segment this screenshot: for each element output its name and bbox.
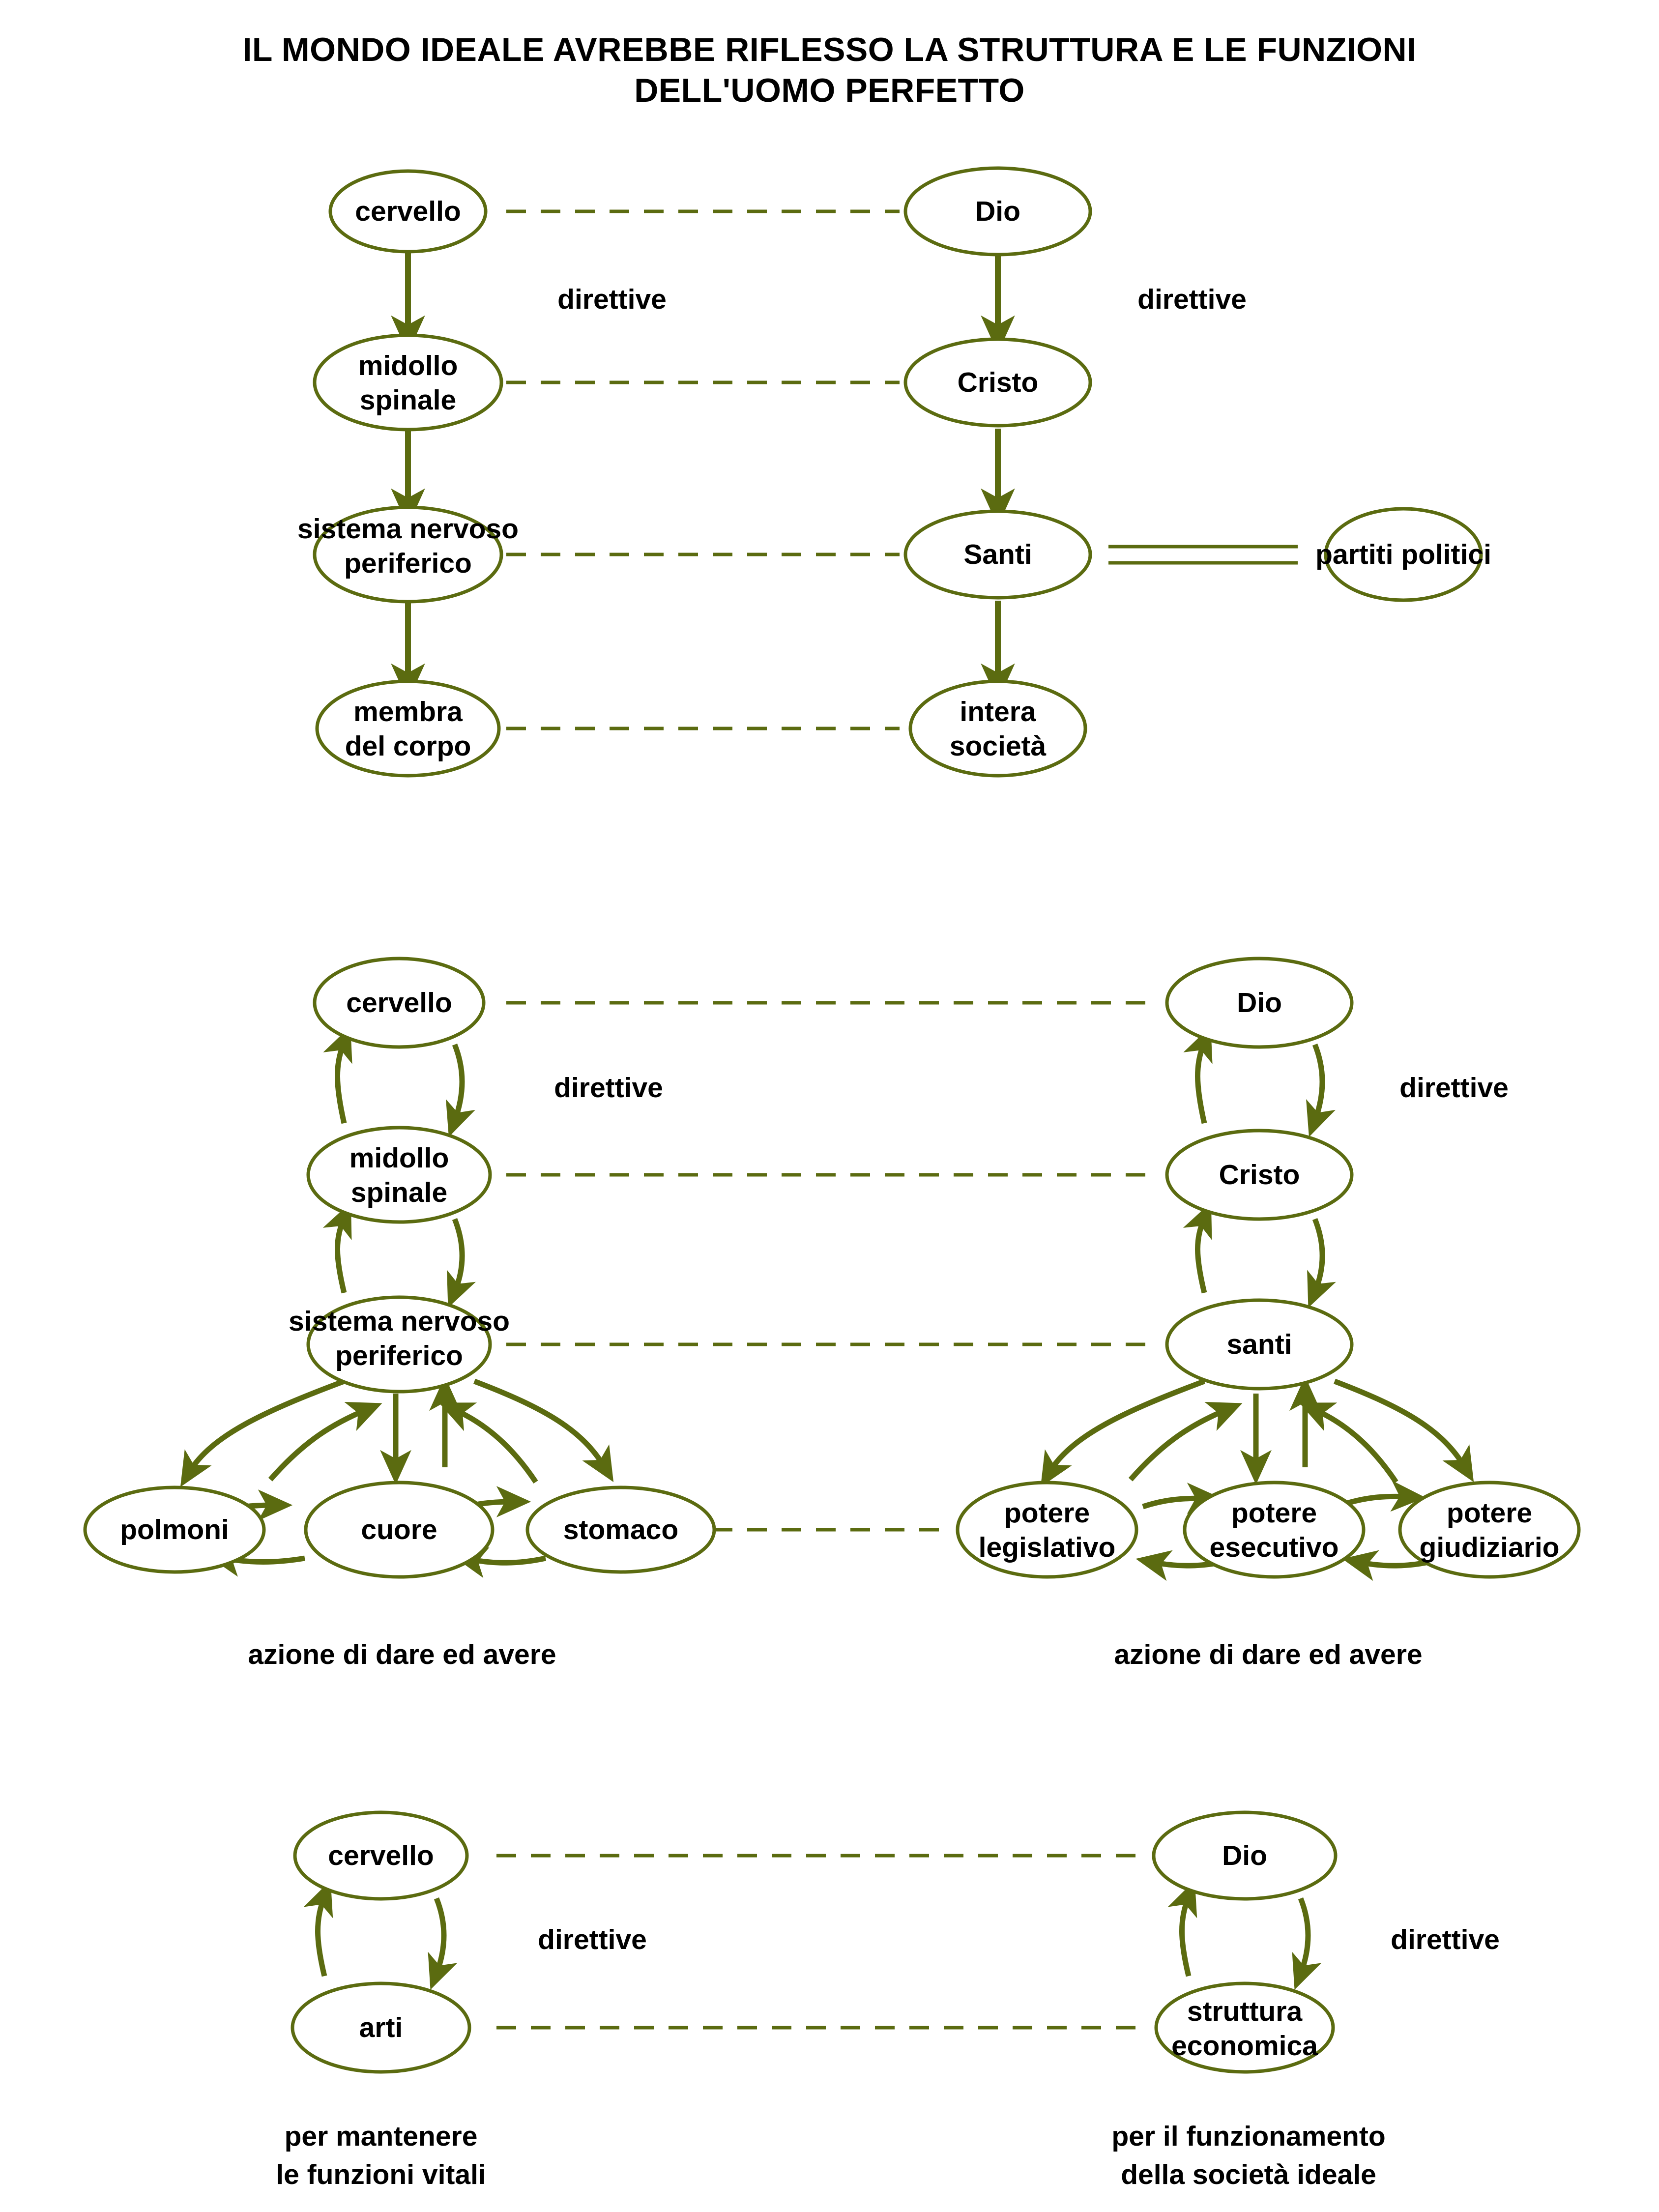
arrow-stomaco-cuore-2 — [469, 1558, 546, 1563]
arrow-sistema-midollo-up-2 — [338, 1218, 345, 1293]
node-santi-2-label: santi — [1226, 1329, 1292, 1361]
caption-right-line1-3: per il funzionamento — [1111, 2121, 1386, 2152]
node-partiti-politici-label: partiti politici — [1315, 539, 1491, 571]
node-potere-esecutivo-label-line2: esecutivo — [1209, 1532, 1339, 1564]
node-dio-3-label: Dio — [1222, 1840, 1267, 1872]
node-cristo-1-label: Cristo — [957, 367, 1039, 399]
node-struttura-economica-label-line2: economica — [1171, 2030, 1318, 2062]
node-cuore-label: cuore — [361, 1514, 437, 1546]
node-midollo-2-label-line2: spinale — [350, 1177, 448, 1209]
arrow-midollo-sistema-down-2 — [455, 1219, 462, 1292]
arrow-sistema-polmoni-2 — [189, 1381, 344, 1472]
arrow-stomaco-sistema-2 — [455, 1410, 536, 1482]
arrow-dio-struttura-down-3 — [1301, 1898, 1308, 1974]
label-direttive-left-3: direttive — [538, 1924, 647, 1955]
node-arti-label: arti — [359, 2012, 403, 2044]
caption-azione-left: azione di dare ed avere — [248, 1639, 556, 1670]
caption-right-line2-3: della società ideale — [1121, 2159, 1376, 2190]
node-intera-societa-1-label-line2: società — [949, 730, 1047, 762]
label-direttive-left-2: direttive — [554, 1072, 663, 1104]
arrow-giudiziario-santi-2 — [1315, 1410, 1396, 1482]
label-direttive-right-3: direttive — [1391, 1924, 1500, 1955]
node-stomaco-label: stomaco — [563, 1514, 679, 1546]
arrow-arti-cervello-up-3 — [318, 1896, 325, 1976]
arrow-cervello-arti-down-3 — [437, 1898, 444, 1974]
node-potere-esecutivo-label-line1: potere — [1231, 1497, 1317, 1529]
node-midollo-1-label-line1: midollo — [358, 350, 458, 382]
node-cervello-2-label: cervello — [346, 987, 452, 1019]
caption-azione-right: azione di dare ed avere — [1114, 1639, 1423, 1670]
title-line-1: IL MONDO IDEALE AVREBBE RIFLESSO LA STRUTTURA E LE FUNZIONI — [242, 31, 1417, 68]
node-santi-1-label: Santi — [963, 539, 1032, 571]
caption-left-line1-3: per mantenere — [284, 2121, 478, 2152]
node-cervello-1-label: cervello — [355, 196, 461, 228]
arrow-polmoni-sistema-2 — [270, 1410, 366, 1480]
node-sistema-nervoso-1-label-line2: periferico — [344, 548, 472, 580]
arrow-sistema-stomaco-2 — [474, 1381, 605, 1467]
node-potere-legislativo-label-line2: legislativo — [978, 1532, 1116, 1564]
node-potere-legislativo-label-line1: potere — [1004, 1497, 1090, 1529]
arrow-santi-giudiziario-2 — [1335, 1381, 1465, 1467]
node-midollo-2-label-line1: midollo — [349, 1142, 449, 1174]
node-cristo-2-label: Cristo — [1219, 1159, 1300, 1191]
node-cervello-3-label: cervello — [328, 1840, 434, 1872]
caption-left-line2-3: le funzioni vitali — [276, 2159, 486, 2190]
title-line-2: DELL'UOMO PERFETTO — [634, 71, 1025, 109]
node-polmoni-label: polmoni — [120, 1514, 229, 1546]
node-potere-giudiziario-label-line2: giudiziario — [1419, 1532, 1560, 1564]
node-potere-giudiziario-label-line1: potere — [1446, 1497, 1533, 1529]
node-sistema-nervoso-2-label-line2: periferico — [335, 1340, 463, 1372]
label-direttive-right-1: direttive — [1137, 284, 1247, 315]
node-midollo-1-label-line2: spinale — [359, 384, 457, 416]
arrow-struttura-dio-up-3 — [1182, 1896, 1189, 1976]
node-dio-1-label: Dio — [975, 196, 1020, 228]
node-struttura-economica-label-line1: struttura — [1187, 1996, 1303, 2028]
label-direttive-left-1: direttive — [557, 284, 667, 315]
arrow-santi-legislativo-2 — [1049, 1381, 1204, 1472]
arrow-cristo-santi-down-2 — [1315, 1219, 1322, 1292]
node-membra-1-label-line2: del corpo — [345, 730, 471, 762]
arrow-cristo-dio-up-2 — [1198, 1042, 1205, 1123]
node-sistema-nervoso-2-label-line1: sistema nervoso — [289, 1306, 510, 1338]
arrow-santi-cristo-up-2 — [1198, 1218, 1205, 1293]
node-intera-societa-1-label-line1: intera — [960, 696, 1036, 728]
label-direttive-right-2: direttive — [1399, 1072, 1509, 1104]
arrow-legislativo-santi-2 — [1131, 1410, 1226, 1480]
node-membra-1-label-line1: membra — [353, 696, 463, 728]
arrow-cervello-midollo-down-2 — [455, 1045, 462, 1121]
arrow-midollo-cervello-up-2 — [338, 1042, 345, 1123]
arrow-dio-cristo-down-2 — [1315, 1045, 1322, 1121]
arrow-esecutivo-giudiziario-2 — [1347, 1496, 1408, 1503]
node-sistema-nervoso-1-label-line1: sistema nervoso — [297, 513, 519, 545]
node-dio-2-label: Dio — [1237, 987, 1282, 1019]
